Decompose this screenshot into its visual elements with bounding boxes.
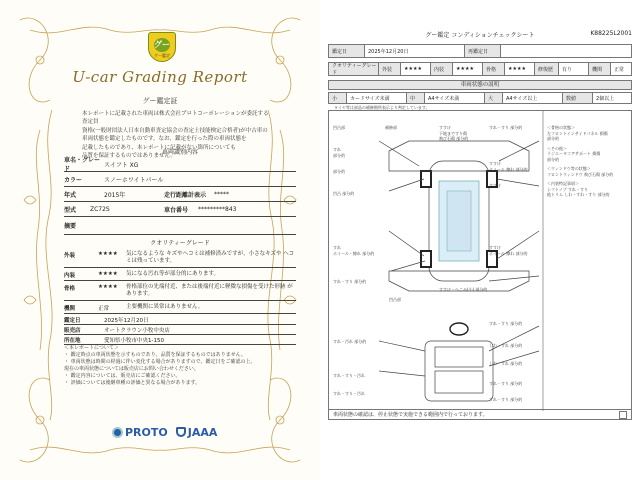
diagram-label: すれ・すり 部分的 [489, 321, 523, 326]
diagram-label: 部分的 [333, 169, 345, 174]
footer-note: 車両状態の確認は、停止状態で実施できる範囲内で行っております。 [328, 410, 632, 420]
status-title: 車両状態の説明 [328, 80, 632, 90]
diagram-label: 凹凸 部分的 [333, 191, 355, 196]
size-note-1: タイヤ等は部品の補修箇所表示より判定しています。 [334, 105, 430, 110]
size-cell: A4サイズ未満 [425, 93, 485, 103]
stamp-box [619, 411, 627, 419]
diagram-label: すすけ [489, 183, 502, 188]
diagram-label: しわ・すれ 部分的 [489, 343, 523, 348]
grade-cell: 有り [559, 63, 589, 75]
proto-logo: PROTO [112, 426, 168, 439]
report-title: U-car Grading Report [72, 68, 248, 86]
grade-cell: ★★★★ [505, 63, 535, 75]
condition-check-sheet [320, 0, 640, 480]
diagram-label: すれ・すり 部分的 [489, 397, 523, 402]
diagram-label: すすけ 下地まですり傷 飛び石傷 部分的 [439, 125, 469, 141]
grade-cell: ★★★★ [453, 63, 483, 75]
size-cell: 2個以上 [596, 95, 615, 102]
diagram-label: すれ・すり 部分的 [333, 279, 367, 284]
quality-section-title: クオリティーグレード [150, 240, 210, 247]
size-cell: カードサイズ未満 [347, 93, 407, 103]
diagram-label: すれ ホイール・擦れ 部分的 [333, 245, 375, 256]
sheet-code: K88225L2001 [590, 30, 632, 37]
grade-cell: 正常 [614, 66, 625, 73]
diagram-label: しわ・すれ 部分的 [489, 361, 523, 366]
sheet-header [328, 30, 632, 41]
diagram-label: 凹凸部 [333, 125, 345, 130]
size-cell: 中 [407, 93, 425, 103]
quality-row-exterior: 外装 ★★★★ 気になるような キズやヘコミは補修済みですが、小さなキズや ヘコミは残っています。 [64, 248, 296, 268]
grade-row [328, 62, 632, 76]
vehicle-color-row: カラー スノーホワイトパール [64, 172, 296, 187]
grade-cell: 外装 [379, 63, 401, 75]
vehicle-name-row: 車名・グレード スイフト XG [64, 157, 296, 172]
certificate-title: グー鑑定証 [142, 97, 178, 105]
shop-row: 販売店 オートクラウン小牧中央店 [64, 325, 296, 335]
size-cell: A4サイズ以上 [503, 93, 563, 103]
diagram-label: すれ・すり 部分的 [489, 381, 523, 386]
size-cell: 数値 [563, 93, 593, 103]
address-row: 所在地 愛知県小牧市中央1-150 [64, 335, 296, 345]
diagram-label: すすけ・へこみ(小) 部分的 [439, 287, 488, 292]
jaaa-logo: JAAA [176, 426, 218, 439]
grade-cell: クオリティーグレード [329, 63, 379, 75]
diagram-label: すれ・すり 部分的 [489, 125, 523, 130]
diagram-label: すすけ ホイール 擦れ 部分的 [489, 161, 528, 172]
vehicle-section-title: 車両識別内容 [161, 149, 198, 156]
grade-cell: 修復歴 [535, 63, 559, 75]
diagram-label: 凹凸部 [389, 297, 401, 302]
diagram-label: すれ・汚れ 部分的 [333, 339, 367, 344]
vehicle-year-row: 年式 2015年 走行距離計表示 ***** [64, 187, 296, 202]
quality-row-frame: 骨格 ★★★★ 骨格部位の先端付近、または後端付近に軽微な損傷を受けた形跡 があります。 [64, 281, 296, 301]
size-cell: 小 [329, 93, 347, 103]
report-notes: ＜本レポートについて＞ ・ 鑑定時点の車両状態を示すものであり、品質を保証するものではありません。 ・ 車両状態は時間の経過に伴い変化する場合がありますので、鑑定日をご確認の上、 現在の車両状態については販売店にお問い合わせください。 ・ 鑑定内容については、販売店にご確認ください。 ・ 評価については後継車種の評価と異なる場合があります。 [64, 345, 256, 386]
size-cell: 大 [485, 93, 503, 103]
diagram-label: すすけ ホイール 擦れ 部分的 [489, 245, 528, 256]
appraisal-date-row: 鑑定日 2025年12月20日 [64, 315, 296, 325]
grade-cell: 内装 [431, 63, 453, 75]
size-legend-row [328, 92, 632, 104]
grade-cell: 機関 [589, 63, 611, 75]
quality-row-engine: 機関 正常 主要機関に異常はありません。 [64, 301, 296, 314]
goo-badge-icon: グー グー鑑定 [148, 32, 176, 66]
diagram-label: すれ 部分的 [333, 147, 345, 158]
grade-cell: 骨格 [483, 63, 505, 75]
side-notes: ＜骨格の状態＞ 左フロントインサイドパネル 損傷 部分的 ＜その他＞ ラジエータコアサポート 損傷 部分的 ＜ウィンドウ等の状態＞ フロントウィンドウ 飛び石傷 部分的 ＜内装特記事項＞ シフトノブ すれ・すり 他トリム しわ・すれ・すり 部分的 [547, 125, 614, 197]
date-row: 鑑定日 2025年12月20日 再鑑定日 [328, 44, 632, 58]
intro-text: 本レポートに記載された車両は株式会社プロトコーポレーションが委託する査定員 資格(一般財団法人日本自動車査定協会の査定士技能検定合格者)が中古車の 車両状態を鑑定したものです。なお、鑑定を行った際の車両状態を 記載したものであり、本レポートに記載がない箇所についても 品質を保証するものではありません。 [82, 111, 269, 160]
vehicle-model-row: 型式 ZC72S 車台番号 *********843 [64, 202, 296, 217]
diagram-label: すれ・すり・汚れ [333, 391, 365, 396]
diagram-label: すれ・すり・汚れ [333, 373, 365, 378]
sheet-title: グー鑑定 コンディションチェックシート [425, 32, 535, 39]
logo-bar [112, 424, 232, 440]
diagram-label: 補修部 [385, 125, 397, 130]
quality-row-interior: 内装 ★★★★ 気になる汚れ等が部分的にあります。 [64, 268, 296, 281]
vehicle-damage-diagram [328, 110, 632, 410]
grade-cell: ★★★★ [401, 63, 431, 75]
vehicle-notes-row: 摘要 [64, 217, 296, 235]
